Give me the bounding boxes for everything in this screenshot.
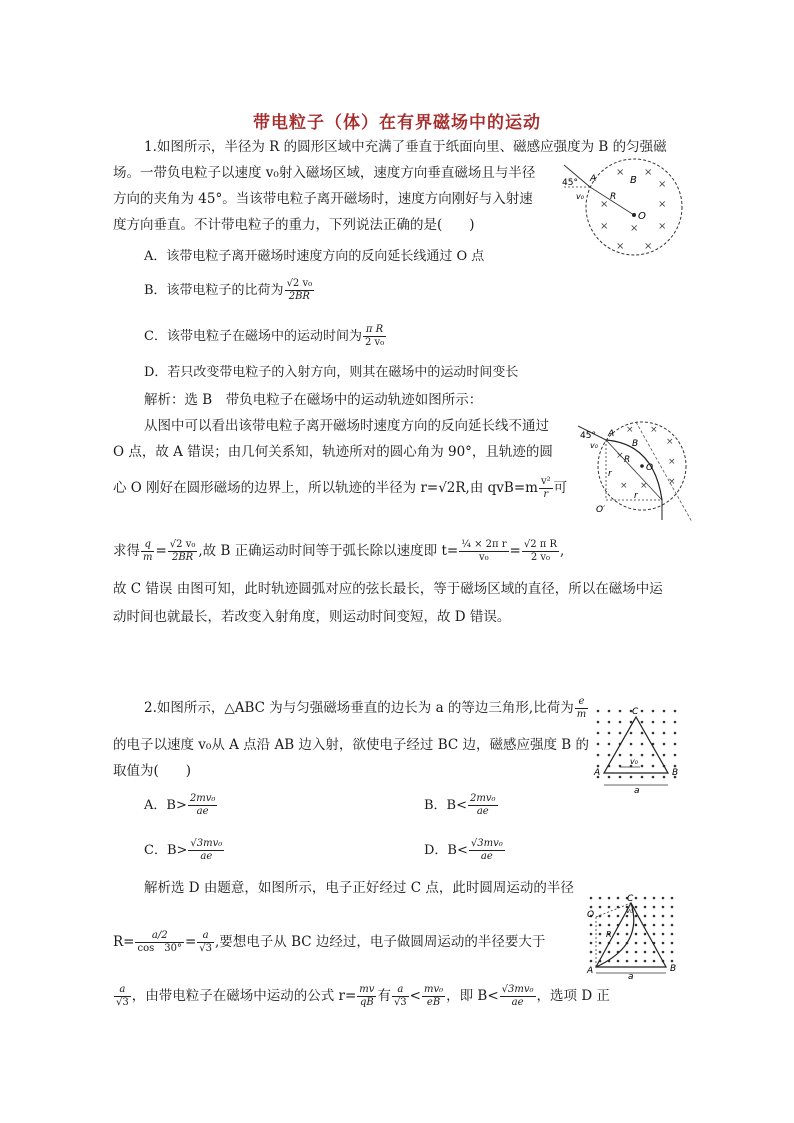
field-dot [619,754,622,757]
field-dot [635,942,638,945]
center-label: O [638,211,646,222]
cross-mark: × [644,167,653,178]
q1-sol5-e: , [560,543,565,559]
field-dot [641,754,644,757]
cross-mark: × [626,425,634,435]
q1-sol5-d: = [509,543,521,559]
frac-den: √3 [393,997,407,1008]
field-dot [641,776,644,779]
cross-mark: × [668,477,676,487]
frac-num: a [114,984,131,997]
field-dot [663,710,666,713]
field-dot [671,906,674,909]
q2-solution-line2 [113,930,545,955]
frac-num: √3mv₀ [190,838,223,849]
r-label-bottom: r [634,491,638,501]
cross-mark: × [650,425,658,435]
field-dot [619,710,622,713]
field-dot [608,776,611,779]
frac-den: m [576,709,587,720]
field-dot [635,924,638,927]
q2-sol3-a: ，由带电粒子在磁场中运动的公式 r= [131,988,357,1004]
q2-sol2-fraction1 [135,930,183,955]
field-dot [619,721,622,724]
q1-sol5-frac3 [459,539,508,564]
cross-mark: × [616,451,624,461]
radius-label: R [606,930,612,939]
field-dot [635,960,638,963]
q1-sol4-text: 心 O 刚好在圆形磁场的边界上，所以轨迹的半径为 r=√2R,由 qvB=m [113,480,538,496]
q2-sol3-frac5 [500,984,536,1009]
field-dot [671,933,674,936]
field-dot [671,960,674,963]
field-dot [626,933,629,936]
q2-option-d [424,838,506,863]
radius-label: R [610,192,617,202]
field-dot [617,933,620,936]
q2-option-d-text: D．B< [424,843,468,858]
field-dot [653,924,656,927]
field-dot [671,915,674,918]
q2-solution-line3 [113,984,610,1009]
point-a-label: A [590,174,597,184]
field-dot [630,743,633,746]
field-dot [608,721,611,724]
center-point [640,464,644,468]
frac-den: qB [359,997,374,1008]
q2-text-line3: 取值为( ) [113,763,192,779]
q1-solution-line6: 故 C 错误 由图可知，此时轨迹圆弧对应的弦长最长，等于磁场区域的直径，所以在磁场中运 [113,581,663,597]
field-dot [662,897,665,900]
frac-num: mv [359,984,375,995]
q1-solution-line2: 从图中可以看出该带电粒子离开磁场时速度方向的反向延长线不通过 [144,418,549,434]
q1-option-c-text: C．该带电粒子在磁场中的运动时间为 [144,329,362,344]
q1-sol5-a: 求得 [113,543,140,559]
field-dot [617,915,620,918]
q1-sol5-frac4 [522,539,559,564]
cross-mark: × [644,241,653,252]
q2-option-a-text: A．B> [144,798,187,813]
point-a-label: A [594,768,601,778]
q2-sol3-c: < [409,988,421,1004]
q1-sol5-frac1 [141,539,154,564]
frac-num: q [141,539,154,552]
frac-den: 2 v₀ [530,552,551,563]
point-a-label: A [608,429,615,439]
field-dot [653,915,656,918]
frac-den: ae [196,806,209,817]
field-dot [599,942,602,945]
q1-solution-line5 [113,539,564,564]
frac-den: ae [480,851,493,862]
q2-option-c-text: C．B> [144,843,188,858]
field-dot [653,897,656,900]
field-dot [641,721,644,724]
cross-mark: × [640,481,648,491]
field-dot [653,960,656,963]
field-dot [662,924,665,927]
q1-sol5-frac2 [168,539,198,564]
field-dot [590,951,593,954]
q2-sol3-frac1 [114,984,131,1009]
cross-mark: × [658,199,667,210]
field-dot [644,951,647,954]
field-dot [630,754,633,757]
field-dot [635,906,638,909]
point-c-label: C [632,707,639,717]
field-dot [663,776,666,779]
field-dot [653,951,656,954]
field-dot [644,960,647,963]
frac-den: 2BR [171,552,194,563]
field-dot [652,776,655,779]
field-dot [635,915,638,918]
field-dot [590,906,593,909]
page-title: 带电粒子（体）在有界磁场中的运动 [253,113,541,133]
q2-option-a [144,793,218,818]
frac-num: √3mv₀ [501,984,534,995]
frac-den: ae [476,806,489,817]
field-dot [644,933,647,936]
frac-den: ae [511,997,524,1008]
q1-text-line4: 度方向垂直。不计带电粒子的重力，下列说法正确的是( ) [113,217,475,233]
q2-l1-text: 2.如图所示，△ABC 为与匀强磁场垂直的边长为 a 的等边三角形,比荷为 [144,700,574,716]
q2-sol2-text: R= [113,934,135,950]
field-dot [608,710,611,713]
field-dot [608,951,611,954]
field-dot [608,743,611,746]
q1-sol4-fraction [539,476,553,501]
q2-figure-trajectory [586,893,684,981]
q2-sol3-d: ，即 B< [446,988,499,1004]
field-dot [619,776,622,779]
field-dot [671,951,674,954]
field-dot [652,710,655,713]
q1-solution-line4 [113,476,567,501]
frac-num: π R [363,324,386,337]
field-dot [635,951,638,954]
radius-label: R [624,455,631,465]
field-dot [608,897,611,900]
q1-text-line1: 1.如图所示，半径为 R 的圆形区域中充满了垂直于纸面向里、磁感应强度为 B 的匀强磁 [144,139,667,155]
q2-option-c [144,838,225,863]
field-dot [652,754,655,757]
q1-figure-trajectory [576,418,694,522]
field-dot [608,924,611,927]
q2-sol2-eq: = [184,934,197,950]
frac-den: √3 [199,943,213,954]
field-dot [626,915,629,918]
point-a-label: A [587,966,594,976]
side-a-label: a [628,972,634,981]
extension-line [636,422,692,522]
q2-option-c-fraction [188,838,224,863]
field-dot [662,933,665,936]
field-dot [599,897,602,900]
q1-option-a: A．该带电粒子离开磁场时速度方向的反向延长线通过 O 点 [144,249,485,264]
side-a-label: a [634,786,640,795]
frac-den: cos 30° [137,943,182,954]
q1-option-b-fraction [285,278,315,303]
field-dot [641,743,644,746]
q2-sol3-frac3 [392,984,409,1009]
field-dot [653,933,656,936]
field-dot [644,915,647,918]
frac-num: 2mv₀ [470,793,496,804]
field-dot [626,924,629,927]
frac-num: v² [540,476,551,487]
point-b-label: B [672,768,679,778]
field-dot [630,732,633,735]
field-dot [590,942,593,945]
center-prime-label: O′ [596,505,606,515]
frac-num: ¼ × 2π r [461,539,507,550]
cross-mark: × [658,221,667,232]
q2-text-line2: 的电子以速度 v₀从 A 点沿 AB 边入射，欲使电子经过 BC 边，磁感应强度 B 的 [113,737,589,753]
q1-option-c-fraction [363,324,386,349]
frac-den: 2 v₀ [364,337,385,348]
field-dot [608,732,611,735]
cross-mark: × [668,457,676,467]
field-dot [599,951,602,954]
field-dot [662,915,665,918]
field-dot [652,721,655,724]
frac-den: √3 [116,997,129,1008]
field-dot [653,906,656,909]
q2-option-b-text: B．B< [424,798,467,813]
field-dot [608,754,611,757]
q1-text-line2: 场。一带负电粒子以速度 v₀射入磁场区域，速度方向垂直磁场且与半径 [113,165,536,181]
q2-solution-line1: 解析选 D 由题意，如图所示，电子正好经过 C 点，此时圆周运动的半径 [144,880,574,896]
frac-num: √2 v₀ [169,539,196,550]
q2-sol2-fraction2 [197,930,214,955]
center-label: O [587,910,595,920]
q1-option-b-text: B．该带电粒子的比荷为 [144,283,284,298]
frac-den: r [543,489,549,500]
q2-sol3-frac2 [357,984,376,1009]
field-dot [599,933,602,936]
field-dot [597,765,600,768]
q1-solution-line1: 解析：选 B 带负电粒子在磁场中的运动轨迹如图所示： [144,392,483,408]
q2-sol3-e: ，选项 D 正 [536,988,610,1004]
q1-figure-field-circle [560,155,690,260]
cross-mark: × [616,241,625,252]
field-dot-grid [597,710,677,779]
velocity-label: v₀ [590,441,598,450]
frac-den: ae [200,851,213,862]
field-dot [663,721,666,724]
field-dot [663,743,666,746]
field-dot [617,897,620,900]
field-dot [597,754,600,757]
point-b-label: B [670,964,677,974]
frac-den: v₀ [479,552,489,563]
field-dot [641,710,644,713]
field-dot [662,906,665,909]
field-dot [635,933,638,936]
field-dot [663,754,666,757]
q2-text-line1 [144,696,589,721]
q1-sol5-b: = [155,543,167,559]
center-label: O [646,463,654,473]
cross-mark: × [666,437,674,447]
cross-mark: × [658,179,667,190]
field-dot [617,960,620,963]
q1-solution-line3: O 点，故 A 错误；由几何关系知，轨迹所对的圆心角为 90°，且轨迹的圆 [113,444,553,460]
field-dot [597,710,600,713]
field-dot [630,721,633,724]
cross-mark: × [600,221,609,232]
q2-sol3-b: 有 [377,988,391,1004]
field-dot [652,765,655,768]
velocity-label: v₀ [626,907,633,915]
cross-mark: × [600,199,609,210]
field-dot [597,721,600,724]
field-dot [644,942,647,945]
frac-num: a [197,930,214,943]
field-dot [626,951,629,954]
frac-num: √2 π R [523,539,558,550]
field-dot [590,933,593,936]
field-dot [597,743,600,746]
field-dot [662,951,665,954]
field-dot [590,960,593,963]
field-dot [674,721,677,724]
field-dot [652,732,655,735]
q2-option-d-fraction [469,838,505,863]
q1-option-c [144,324,387,349]
field-dot [635,897,638,900]
field-dot [597,732,600,735]
q2-figure-triangle [592,705,684,795]
velocity-label: v₀ [576,192,584,201]
field-dot [671,942,674,945]
field-dot [630,776,633,779]
angle-label: 45° [580,431,596,441]
q2-option-b [424,793,499,818]
frac-den: m [143,552,153,563]
field-dot [674,743,677,746]
field-b-label: B [632,439,639,449]
field-dot [590,897,593,900]
angle-label: 45° [562,178,578,188]
field-dot [663,732,666,735]
field-dot [674,710,677,713]
field-dot [626,960,629,963]
frac-num: 2mv₀ [189,793,216,804]
center-point [632,213,636,217]
field-b-label: B [630,175,637,186]
field-dot [641,765,644,768]
r-label: r [608,469,612,479]
cross-mark: × [630,223,639,234]
frac-den: 2BR [288,291,310,302]
field-dot [599,924,602,927]
q2-option-b-fraction [468,793,498,818]
field-dot [617,942,620,945]
frac-num: a [392,984,409,997]
q1-sol4-text-end: 可 [553,480,568,496]
q1-text-line3: 方向的夹角为 45°。当该带电粒子离开磁场时，速度方向刚好与入射速 [113,191,533,207]
field-dot [671,897,674,900]
field-dot [641,732,644,735]
q1-solution-line7: 动时间也就最长，若改变入射角度，则运动时间变短，故 D 错误。 [113,609,511,625]
q1-sol5-c: ,故 B 正确运动时间等于弧长除以速度即 t= [198,543,459,559]
field-dot [674,754,677,757]
point-c-label: C [627,894,634,904]
field-dot [644,906,647,909]
cross-mark: × [620,481,628,491]
q2-option-a-fraction [188,793,218,818]
field-dot [674,765,677,768]
field-dot [608,906,611,909]
field-dot [662,942,665,945]
velocity-label: v₀ [630,757,638,766]
q2-sol3-frac4 [422,984,445,1009]
q1-option-b [144,278,315,303]
frac-num: mv₀ [423,984,444,995]
frac-num: √2 v₀ [286,278,313,289]
field-dot [671,924,674,927]
q2-l1-fraction [575,696,588,721]
field-dot [674,732,677,735]
field-dot [644,897,647,900]
frac-num: e [575,696,588,709]
frac-num: a/2 [135,930,183,943]
q2-sol2-text-end: ,要想电子从 BC 边经过，电子做圆周运动的半径要大于 [215,934,546,950]
q1-option-d: D．若只改变带电粒子的入射方向，则其在磁场中的运动时间变长 [144,365,519,380]
field-dot [619,732,622,735]
field-dot [608,915,611,918]
frac-den: eB [426,997,441,1008]
field-dot [599,906,602,909]
cross-mark: × [616,167,625,178]
field-dot [590,924,593,927]
frac-num: √3mv₀ [470,838,503,849]
